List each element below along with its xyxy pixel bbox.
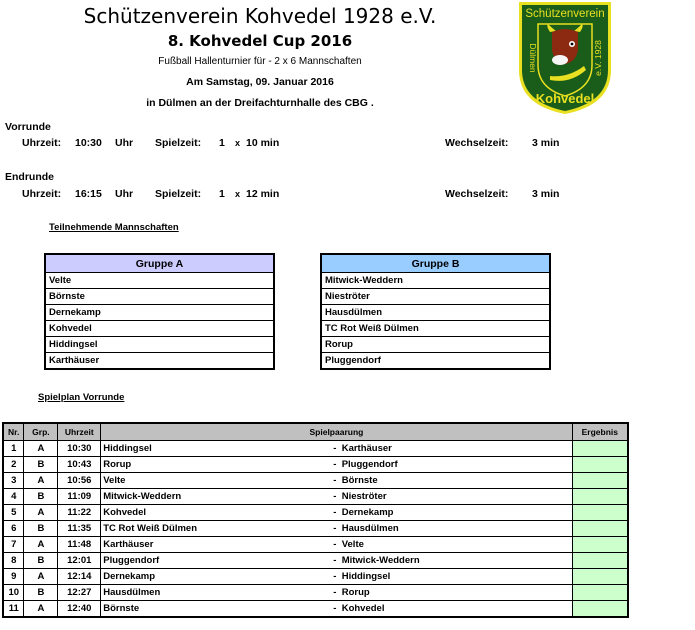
match-time: 12:01 <box>58 553 101 569</box>
logo-right-text: e.V. 1928 <box>593 40 603 76</box>
match-time: 12:27 <box>58 585 101 601</box>
vorrunde-uhrzeit: 10:30 <box>75 137 102 149</box>
tournament-date: Am Samstag, 09. Januar 2016 <box>186 76 334 88</box>
away-team: Pluggendorf <box>341 459 398 470</box>
group-b-team: Pluggendorf <box>321 353 550 370</box>
pairing-separator: - <box>333 507 337 518</box>
tournament-location: in Dülmen an der Dreifachturnhalle des CBG . <box>146 97 374 109</box>
match-time: 11:48 <box>58 537 101 553</box>
vorrunde-uhrzeit-label: Uhrzeit: <box>22 137 62 149</box>
vorrunde-duration: 10 min <box>246 137 280 149</box>
vorrunde-wechsel-label: Wechselzeit: <box>445 137 509 149</box>
tournament-description: Fußball Hallenturnier für - 2 x 6 Mannschaften <box>158 56 362 67</box>
group-a-team: Hiddingsel <box>45 337 274 353</box>
match-nr: 1 <box>3 441 24 457</box>
match-time: 10:56 <box>58 473 101 489</box>
match-pairing <box>101 473 572 489</box>
match-nr: 9 <box>3 569 24 585</box>
match-row <box>3 489 628 505</box>
group-a-team: Börnste <box>45 289 274 305</box>
away-team: Mitwick-Weddern <box>341 555 420 566</box>
result-input[interactable] <box>572 457 628 473</box>
match-pairing <box>101 457 572 473</box>
group-b-team: Hausdülmen <box>321 305 550 321</box>
match-row <box>3 441 628 457</box>
match-group: B <box>24 521 58 537</box>
result-input[interactable] <box>572 537 628 553</box>
match-group: B <box>24 457 58 473</box>
endrunde-x: x <box>235 189 241 199</box>
home-team: Hausdülmen <box>103 587 161 598</box>
match-nr: 2 <box>3 457 24 473</box>
away-team: Nieströter <box>341 491 387 502</box>
endrunde-duration: 12 min <box>246 188 280 200</box>
pairing-separator: - <box>333 491 337 502</box>
match-row <box>3 537 628 553</box>
cup-title: 8. Kohvedel Cup 2016 <box>167 32 353 50</box>
match-group: A <box>24 441 58 457</box>
home-team: Rorup <box>103 459 132 470</box>
match-pairing <box>101 521 572 537</box>
endrunde-label: Endrunde <box>5 171 54 183</box>
vorrunde-x: x <box>235 138 241 148</box>
match-time: 11:35 <box>58 521 101 537</box>
away-team: Karthäuser <box>341 443 392 454</box>
match-pairing <box>101 537 572 553</box>
result-input[interactable] <box>572 489 628 505</box>
home-team: Börnste <box>103 603 140 614</box>
match-nr: 4 <box>3 489 24 505</box>
home-team: Velte <box>103 475 126 486</box>
pairing-separator: - <box>333 475 337 486</box>
group-b-team: Mitwick-Weddern <box>321 273 550 289</box>
group-a-team: Dernekamp <box>45 305 274 321</box>
pairing-separator: - <box>333 459 337 470</box>
match-pairing <box>101 553 572 569</box>
group-a-team: Velte <box>45 273 274 289</box>
match-pairing <box>101 489 572 505</box>
match-group: B <box>24 553 58 569</box>
match-time: 10:43 <box>58 457 101 473</box>
endrunde-uhrzeit-label: Uhrzeit: <box>22 188 62 200</box>
vorrunde-halves: 1 <box>219 137 225 149</box>
club-title: Schützenverein Kohvedel 1928 e.V. <box>83 4 437 28</box>
col-header-time: Uhrzeit <box>58 423 101 441</box>
match-group: A <box>24 569 58 585</box>
endrunde-uhr: Uhr <box>115 188 134 200</box>
col-header-result: Ergebnis <box>572 423 628 441</box>
result-input[interactable] <box>572 521 628 537</box>
group-a-team: Karthäuser <box>45 353 274 370</box>
match-time: 11:09 <box>58 489 101 505</box>
endrunde-wechsel: 3 min <box>532 188 560 200</box>
vorrunde-spielzeit-label: Spielzeit: <box>155 137 202 149</box>
result-input[interactable] <box>572 569 628 585</box>
teams-heading: Teilnehmende Mannschaften <box>49 222 179 233</box>
group-b-team: Rorup <box>321 337 550 353</box>
group-b-header: Gruppe B <box>321 254 550 273</box>
match-row <box>3 553 628 569</box>
match-time: 11:22 <box>58 505 101 521</box>
result-input[interactable] <box>572 505 628 521</box>
home-team: Mitwick-Weddern <box>103 491 182 502</box>
result-input[interactable] <box>572 473 628 489</box>
home-team: Karthäuser <box>103 539 154 550</box>
pairing-separator: - <box>333 443 337 454</box>
match-time: 12:40 <box>58 601 101 618</box>
match-nr: 8 <box>3 553 24 569</box>
col-header-pairing: Spielpaarung <box>101 423 572 441</box>
result-input[interactable] <box>572 441 628 457</box>
match-row <box>3 585 628 601</box>
home-team: Pluggendorf <box>103 555 160 566</box>
vorrunde-label: Vorrunde <box>5 121 51 133</box>
group-a-header: Gruppe A <box>45 254 274 273</box>
pairing-separator: - <box>333 603 337 614</box>
match-group: A <box>24 505 58 521</box>
col-header-nr: Nr. <box>3 423 24 441</box>
group-b-team: Nieströter <box>321 289 550 305</box>
endrunde-spielzeit-label: Spielzeit: <box>155 188 202 200</box>
match-row <box>3 569 628 585</box>
pairing-separator: - <box>333 587 337 598</box>
pairing-separator: - <box>333 539 337 550</box>
match-nr: 5 <box>3 505 24 521</box>
match-nr: 11 <box>3 601 24 618</box>
logo-bottom-text: Kohvedel <box>535 91 595 106</box>
pairing-separator: - <box>333 523 337 534</box>
match-time: 10:30 <box>58 441 101 457</box>
endrunde-halves: 1 <box>219 188 225 200</box>
group-a-team: Kohvedel <box>45 321 274 337</box>
result-input[interactable] <box>572 585 628 601</box>
match-nr: 10 <box>3 585 24 601</box>
logo-left-text: Dülmen <box>528 43 538 73</box>
vorrunde-uhr: Uhr <box>115 137 134 149</box>
away-team: Hausdülmen <box>341 523 399 534</box>
match-row <box>3 601 628 618</box>
match-group: A <box>24 473 58 489</box>
away-team: Börnste <box>341 475 378 486</box>
vorrunde-wechsel: 3 min <box>532 137 560 149</box>
group-b-team: TC Rot Weiß Dülmen <box>321 321 550 337</box>
match-pairing <box>101 569 572 585</box>
group-b-table <box>320 253 551 370</box>
result-input[interactable] <box>572 601 628 618</box>
match-row <box>3 521 628 537</box>
home-team: Hiddingsel <box>103 443 152 454</box>
match-pairing <box>101 505 572 521</box>
away-team: Dernekamp <box>341 507 394 518</box>
match-row <box>3 457 628 473</box>
match-group: B <box>24 489 58 505</box>
match-group: A <box>24 601 58 618</box>
match-nr: 3 <box>3 473 24 489</box>
pairing-separator: - <box>333 555 337 566</box>
col-header-grp: Grp. <box>24 423 58 441</box>
logo-top-text: Schützenverein <box>525 8 605 20</box>
pairing-separator: - <box>333 571 337 582</box>
endrunde-uhrzeit: 16:15 <box>75 188 102 200</box>
match-group: B <box>24 585 58 601</box>
match-pairing <box>101 601 572 618</box>
match-nr: 7 <box>3 537 24 553</box>
schedule-table <box>2 422 629 618</box>
endrunde-wechsel-label: Wechselzeit: <box>445 188 509 200</box>
match-time: 12:14 <box>58 569 101 585</box>
away-team: Velte <box>341 539 364 550</box>
away-team: Rorup <box>341 587 370 598</box>
match-row <box>3 473 628 489</box>
home-team: Dernekamp <box>103 571 155 582</box>
away-team: Kohvedel <box>341 603 385 614</box>
match-row <box>3 505 628 521</box>
schedule-heading: Spielplan Vorrunde <box>38 392 125 403</box>
group-a-table <box>44 253 275 370</box>
club-logo <box>516 0 614 116</box>
match-pairing <box>101 585 572 601</box>
home-team: Kohvedel <box>103 507 147 518</box>
home-team: TC Rot Weiß Dülmen <box>103 523 198 534</box>
match-pairing <box>101 441 572 457</box>
away-team: Hiddingsel <box>341 571 391 582</box>
match-nr: 6 <box>3 521 24 537</box>
result-input[interactable] <box>572 553 628 569</box>
match-group: A <box>24 537 58 553</box>
